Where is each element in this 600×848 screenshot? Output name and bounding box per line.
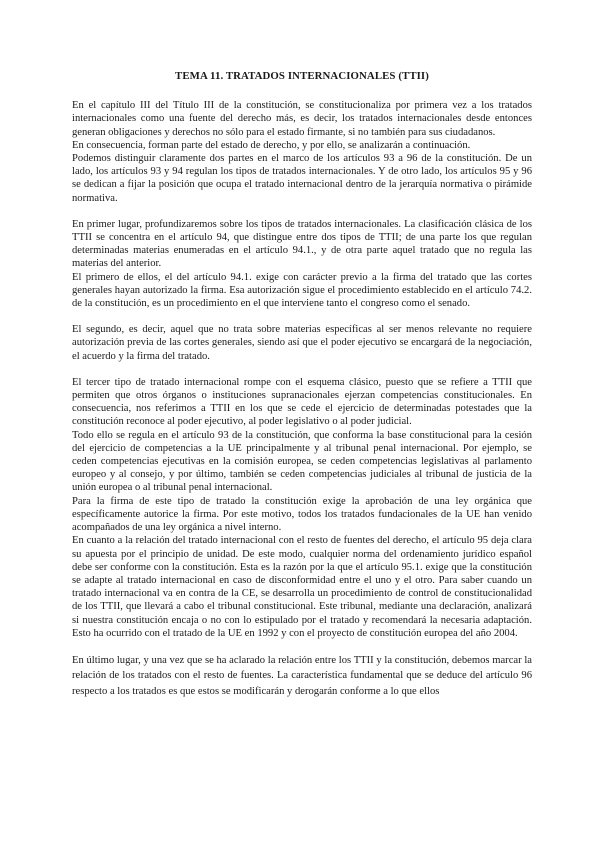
paragraph: En primer lugar, profundizaremos sobre los tipos de tratados internacionales. La clasificación clásica de los TTII se concentra en el artículo 94, que distingue entre dos tipos de TTII; de una parte los que regulan determinadas materias enumeradas en el artículo 94.1., y de otra parte aquel tratado que no regula las materias del anterior. [72,218,532,270]
paragraph: En el capítulo III del Título III de la constitución, se constitucionaliza por primera vez a los tratados internacionales como una fuente del derecho más, es decir, los tratados internacionales desde entonces generan obligaciones y derechos no sólo para el estado firmante, si no también para sus ciudadanos. [72,100,532,138]
paragraph: Todo ello se regula en el artículo 93 de la constitución, que conforma la base constitucional para la cesión del ejercicio de competencias a la UE principalmente y al tribunal penal internacional. Por ejemplo, se ceden competencias ejecutivas en la comisión europea, se ceden competencias legislativas al parlamento europeo y al consejo, y por último, también se ceden competencias judiciales al tribunal de justicia de la unión europea o al tribunal penal internacional. [72,429,532,494]
paragraph: En último lugar, y una vez que se ha aclarado la relación entre los TTII y la constitución, debemos marcar la relación de los tratados con el resto de fuentes. La característica fundamental que se deduce del artículo 96 respecto a los tratados es que estos se modificarán y derogarán conforme a lo que ellos [72,654,532,697]
paragraph: El tercer tipo de tratado internacional rompe con el esquema clásico, puesto que se refiere a TTII que permiten que otros órganos o instituciones supranacionales ejerzan competencias constitucionales. En consecuencia, nos referimos a TTII en los que se cede el ejercicio de determinadas potestades que la constitución reconoce al poder ejecutivo, al poder legislativo o al poder judicial. [72,376,532,428]
paragraph: El primero de ellos, el del artículo 94.1. exige con carácter previo a la firma del tratado que las cortes generales hayan autorizado la firma. Esa autorización sigue el procedimiento establecido en el artículo 74.2. de la constitución, es un procedimiento en el que interviene tanto el congreso como el senado. [72,271,532,310]
paragraph: En cuanto a la relación del tratado internacional con el resto de fuentes del derecho, el artículo 95 deja clara su apuesta por el principio de unidad. De este modo, cualquier norma del ordenamiento jurídico español debe ser conforme con la constitución. Esta es la razón por la que el artículo 95.1. exige que la constitución se adapte al tratado internacional en caso de disconformidad entre el uno y el otro. Para saber cuando un tratado internacional va en contra de la CE, se desarrolla un procedimiento de control de constitucionalidad de los TTII, que llevará a cabo el tribunal constitucional. Este tribunal, mediante una declaración, analizará si nuestra constitución encaja o no con lo estipulado por el tratado y recomendará la necesaria adaptación. Esto ha ocurrido con el tratado de la UE en 1992 y con el proyecto de constitución europea del año 2004. [72,535,532,639]
paragraph: El segundo, es decir, aquel que no trata sobre materias específicas al ser menos relevante no requiere autorización previa de las cortes generales, siendo así que el poder ejecutivo se encargará de la negociación, el acuerdo y la firma del tratado. [72,324,532,362]
paragraph: En consecuencia, forman parte del estado de derecho, y por ello, se analizarán a continuación. [72,139,471,151]
document-title: TEMA 11. TRATADOS INTERNACIONALES (TTII) [175,70,429,82]
paragraph: Para la firma de este tipo de tratado la constitución exige la aprobación de una ley orgánica que específicamente autorice la firma. Por este motivo, todos los tratados fundacionales de la UE han venido acompañados de una ley orgánica a nivel interno. [72,495,532,534]
paragraph: Podemos distinguir claramente dos partes en el marco de los artículos 93 a 96 de la constitución. De un lado, los artículos 93 y 94 regulan los tipos de tratados internacionales. Y de otro lado, los artículos 95 y 96 se dedican a fijar la posición que ocupa el tratado internacional dentro de la jerarquía normativa o pirámide normativa. [72,153,532,204]
